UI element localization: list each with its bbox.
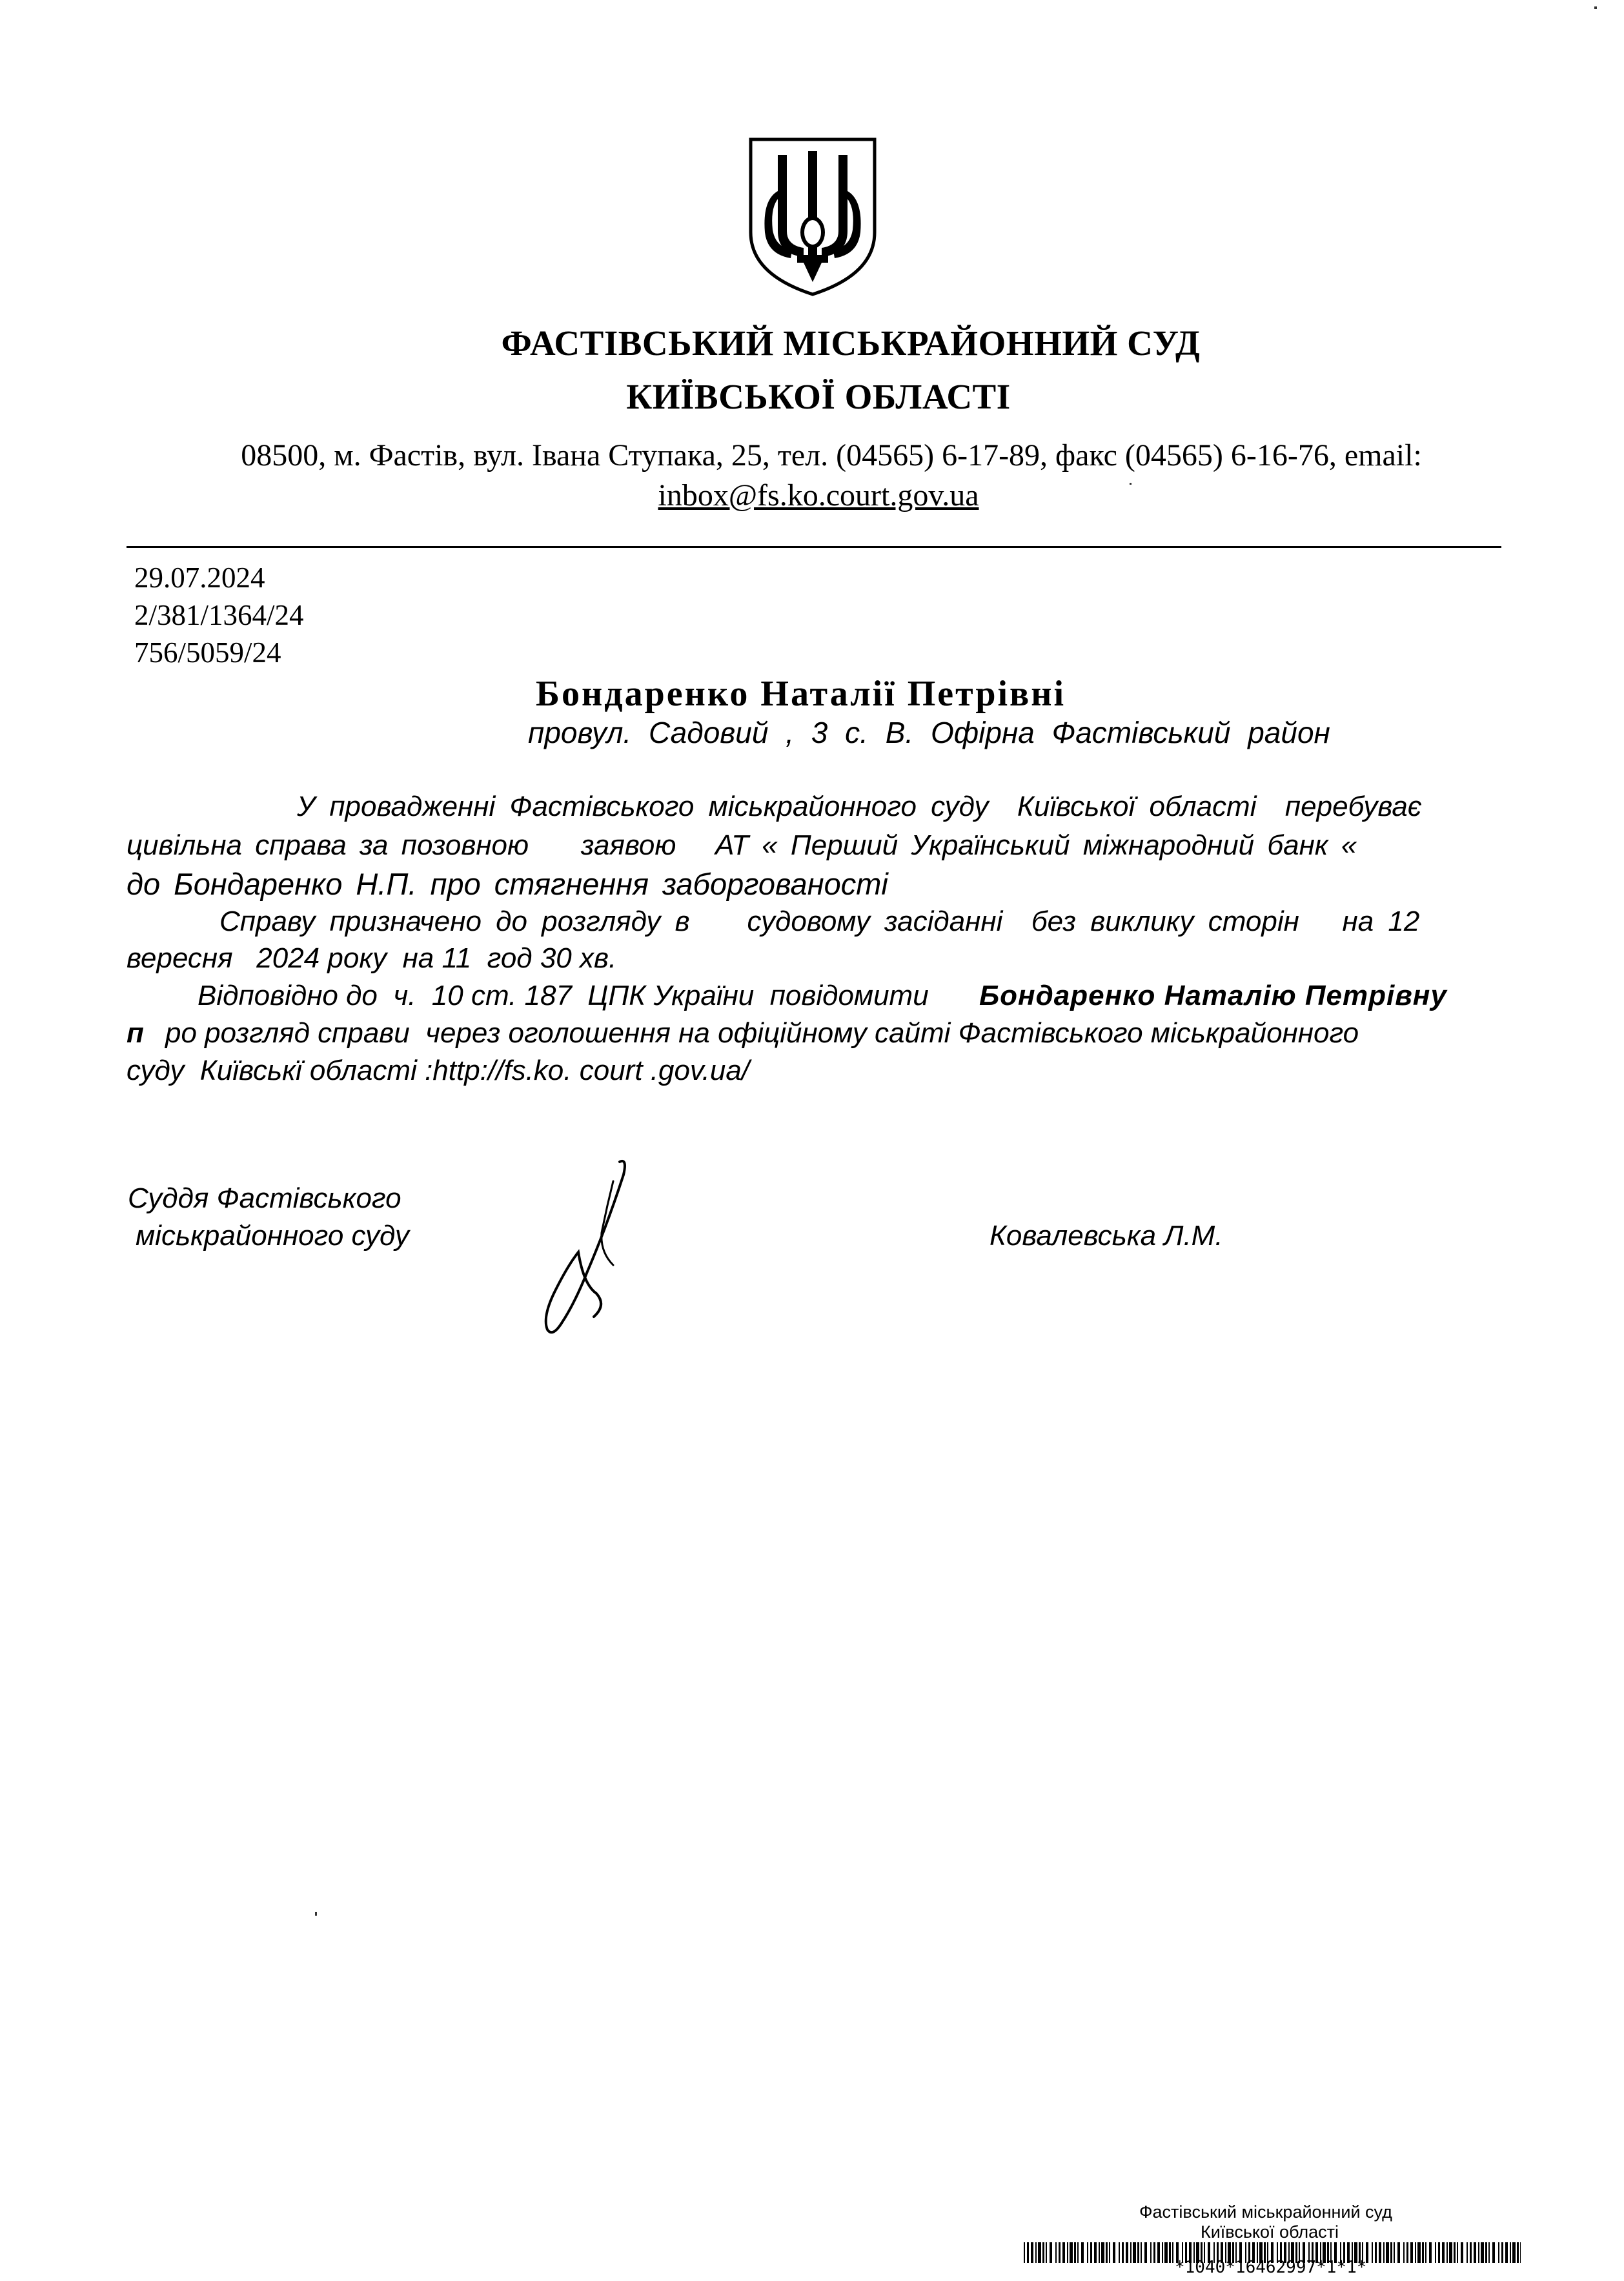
barcode-bar (1133, 2242, 1136, 2263)
barcode-bar (1169, 2242, 1171, 2263)
judge-name: Ковалевська Л.М. (990, 1220, 1223, 1252)
barcode-bar (1470, 2242, 1472, 2263)
barcode-bar (1074, 2242, 1076, 2263)
court-address: 08500, м. Фастів, вул. Івана Ступака, 25, тел. (04565) 6-17-89, факс (04565) 6-16-76, email: (241, 438, 1422, 472)
scan-speck (315, 1912, 317, 1916)
barcode-bar (1144, 2242, 1147, 2263)
barcode-bar (1457, 2242, 1458, 2263)
barcode-bar (1438, 2242, 1440, 2263)
barcode-bar (1067, 2242, 1068, 2263)
barcode-bar (1141, 2242, 1142, 2263)
handwritten-signature (516, 1155, 645, 1343)
barcode-bar (1130, 2242, 1132, 2263)
barcode-bar (1081, 2242, 1084, 2263)
barcode-bar (1403, 2242, 1405, 2263)
barcode-bar (1070, 2242, 1073, 2263)
barcode-bar (1454, 2242, 1456, 2263)
court-email-link[interactable]: inbox@fs.ko.court.gov.ua (658, 478, 979, 512)
barcode-bar (1055, 2242, 1057, 2263)
stamp-court-name: Фастівський міськрайонний суд (1139, 2202, 1392, 2222)
body-line: Відповідно до ч. 10 ст. 187 ЦПК України повідомити (198, 980, 937, 1011)
letter-date: 29.07.2024 (134, 562, 265, 594)
body-line-bold-letter: п (127, 1017, 144, 1049)
body-line: ро розгляд справи через оголошення на офіційному сайті Фастівського міськрайонного (165, 1017, 1359, 1049)
barcode-bar (1126, 2242, 1128, 2263)
barcode-bar (1379, 2242, 1381, 2263)
barcode-bar (1467, 2242, 1468, 2263)
barcode-text: *1040*16462997*1*1* (1175, 2258, 1367, 2277)
barcode-bar (1422, 2242, 1424, 2263)
barcode-bar (1492, 2242, 1495, 2263)
body-line: У провадженні Фастівського міськрайонного суду Київської області перебуває (297, 791, 1422, 822)
barcode-bar (1372, 2242, 1373, 2263)
barcode-bar (1157, 2242, 1160, 2263)
barcode-bar (1109, 2242, 1110, 2263)
scan-speck (1594, 6, 1597, 9)
barcode-bar (1077, 2242, 1079, 2263)
barcode-bar (1520, 2242, 1521, 2263)
barcode-bar (1390, 2242, 1392, 2263)
barcode-bar (1137, 2242, 1139, 2263)
header-divider (127, 546, 1501, 548)
barcode-bar (1062, 2242, 1065, 2263)
barcode-bar (1059, 2242, 1061, 2263)
barcode-bar (1481, 2242, 1484, 2263)
barcode-bar (1415, 2242, 1416, 2263)
barcode-bar (1410, 2242, 1413, 2263)
barcode-bar (1501, 2242, 1503, 2263)
barcode-bar (1517, 2242, 1519, 2263)
barcode-bar (1375, 2242, 1377, 2263)
barcode-bar (1153, 2242, 1155, 2263)
stamp-region: Київської області (1201, 2222, 1339, 2242)
barcode-bar (1031, 2242, 1033, 2263)
barcode-bar (1498, 2242, 1499, 2263)
barcode-bar (1510, 2242, 1511, 2263)
body-line: Справу призначено до розгляду в судовому засіданні без виклику сторін на 12 (219, 906, 1420, 937)
barcode-bar (1101, 2242, 1104, 2263)
barcode-bar (1094, 2242, 1097, 2263)
barcode-bar (1397, 2242, 1400, 2263)
barcode-bar (1106, 2242, 1108, 2263)
barcode-bar (1027, 2242, 1029, 2263)
court-website: суду Київськї області :http://fs.ko. court .gov.ua/ (127, 1055, 750, 1086)
barcode-bar (1488, 2242, 1490, 2263)
barcode-bar (1449, 2242, 1452, 2263)
recipient-name-bold: Бондаренко Наталію Петрівну (979, 980, 1447, 1011)
judge-title-line2: міськрайонного суду (136, 1220, 409, 1252)
barcode-bar (1046, 2242, 1047, 2263)
barcode-bar (1474, 2242, 1476, 2263)
barcode-bar (1119, 2242, 1120, 2263)
barcode-bar (1512, 2242, 1516, 2263)
body-line: до Бондаренко Н.П. про стягнення заборгованості (127, 867, 888, 901)
barcode-bar (1485, 2242, 1487, 2263)
outgoing-number: 2/381/1364/24 (134, 599, 304, 631)
body-line: цивільна справа за позовною заявою АТ « Перший Український міжнародний банк « (127, 829, 1357, 861)
trident-icon (746, 136, 880, 297)
barcode-bar (1394, 2242, 1395, 2263)
barcode-bar (1122, 2242, 1124, 2263)
barcode-bar (1446, 2242, 1448, 2263)
barcode-bar (1099, 2242, 1100, 2263)
barcode-bar (1461, 2242, 1463, 2263)
barcode-bar (1042, 2242, 1044, 2263)
barcode-bar (1505, 2242, 1508, 2263)
barcode-bar (1150, 2242, 1152, 2263)
barcode-bar (1035, 2242, 1037, 2263)
barcode-bar (1038, 2242, 1041, 2263)
barcode-bar (1435, 2242, 1436, 2263)
recipient-address: провул. Садовий , 3 с. В. Офірна Фастівський район (528, 716, 1330, 749)
barcode-bar (1162, 2242, 1163, 2263)
barcode-bar (1024, 2242, 1025, 2263)
barcode-bar (1164, 2242, 1168, 2263)
barcode-bar (1417, 2242, 1421, 2263)
barcode-bar (1429, 2242, 1432, 2263)
scan-speck (1130, 483, 1132, 485)
barcode-bar (1090, 2242, 1092, 2263)
barcode-bar (1442, 2242, 1445, 2263)
recipient-name: Бондаренко Наталії Петрівні (536, 674, 1066, 714)
barcode-bar (1406, 2242, 1408, 2263)
barcode-bar (1087, 2242, 1088, 2263)
barcode-bar (1113, 2242, 1115, 2263)
barcode-bar (1383, 2242, 1385, 2263)
court-name-line1: ФАСТІВСЬКИЙ МІСЬКРАЙОННИЙ СУД (501, 323, 1201, 363)
barcode-bar (1172, 2242, 1173, 2263)
body-line: вересня 2024 року на 11 год 30 хв. (127, 942, 617, 974)
judge-title-line1: Суддя Фастівського (128, 1182, 401, 1214)
barcode-bar (1425, 2242, 1426, 2263)
barcode-bar (1386, 2242, 1389, 2263)
court-name-line2: КИЇВСЬКОЇ ОБЛАСТІ (626, 377, 1011, 416)
case-number: 756/5059/24 (134, 636, 281, 669)
barcode-bar (1050, 2242, 1052, 2263)
barcode-bar (1478, 2242, 1479, 2263)
